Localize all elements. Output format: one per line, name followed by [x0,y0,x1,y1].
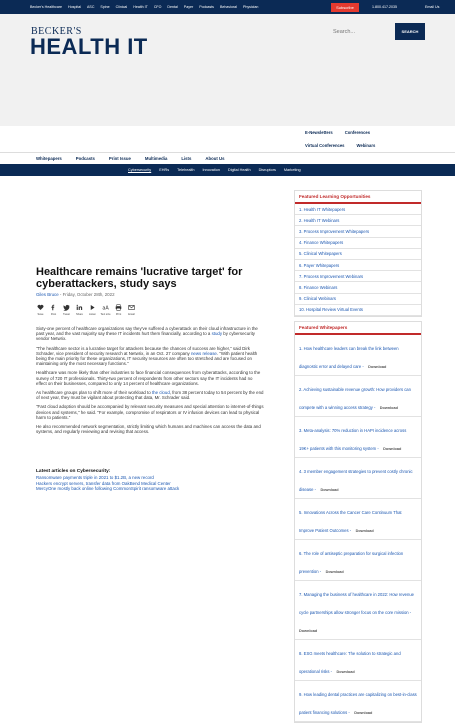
category-nav-item[interactable]: Disruptors [258,167,276,172]
share-label: Share [76,313,83,316]
latest-article-link[interactable]: Hackers encrypt servers, transfer data from OakBend Medical Center [36,480,171,486]
top-nav-links [0,5,264,9]
category-nav-item[interactable]: Innovation [202,167,220,172]
facebook-icon [50,304,57,312]
learning-item[interactable]: 3. Process Improvement Whitepapers [295,226,421,237]
whitepaper-list [295,335,421,722]
study-link[interactable]: study [211,331,223,337]
top-nav-link[interactable]: Becker's Healthcare [30,5,63,9]
top-nav-link[interactable]: Dental [167,5,178,9]
category-navigation [0,164,455,176]
author-link[interactable]: Giles Bruce [36,292,59,297]
learning-item[interactable]: 4. Finance Whitepapers [295,238,421,249]
category-nav-item[interactable]: Cybersecurity [128,167,152,172]
top-nav-link[interactable]: Health IT [133,5,148,9]
learning-item[interactable]: 7. Process Improvement Webinars [295,271,421,282]
virtual-conferences-link[interactable]: Virtual Conferences [305,143,345,148]
linkedin-icon [76,304,83,312]
share-save-button[interactable] [36,303,45,316]
share-label: Print [115,313,122,316]
whitepaper-title[interactable]: 3. Meta-analysis: 70% reduction in HAPI incidence across 19K+ patients with this monitoring system - [299,428,407,451]
share-listen-button[interactable] [88,303,97,316]
download-link[interactable]: Download [379,406,398,410]
whitepaper-item[interactable] [295,376,421,417]
top-nav-link[interactable]: Spine [100,5,110,9]
main-nav-item[interactable]: Multimedia [144,156,168,161]
whitepaper-title[interactable]: 5. Innovations Across the Cancer Care Continuum That Improve Patient Outcomes - [299,510,402,533]
twitter-icon [63,304,70,312]
share-tweet-button[interactable] [62,303,71,316]
category-nav-item[interactable]: Marketing [283,167,301,172]
learning-item[interactable]: 1. Health IT Whitepapers [295,204,421,215]
category-nav-items [128,168,309,172]
logo-beckers[interactable]: BECKER'S [31,26,82,37]
main-nav-item[interactable]: Whitepapers [36,156,62,161]
search-input[interactable] [333,24,395,39]
top-nav-link[interactable]: Clinical [115,5,128,9]
share-label: Tweet [63,313,70,316]
webinars-link[interactable]: Webinars [356,143,376,148]
whitepaper-title[interactable]: 7. Managing the business of healthcare in 2022: How revenue cycle partnerships allow stronger focus on the core mission - [299,592,414,615]
main-nav-item[interactable]: Lists [181,156,192,161]
latest-article-link[interactable]: MercyOne mostly back online following CommonSpirit ransomware attack [36,486,180,492]
top-nav-link[interactable]: Behavioral [219,5,237,9]
whitepaper-item[interactable] [295,458,421,499]
download-link[interactable]: Download [336,670,355,674]
download-link[interactable]: Download [320,488,339,492]
whitepaper-item[interactable] [295,681,421,722]
download-link[interactable]: Download [325,570,344,574]
download-link[interactable]: Download [299,629,318,633]
share-label: Save [37,313,44,316]
share-share-button[interactable] [75,303,84,316]
paragraph: As healthcare groups plan to shift more of their workload to the cloud, from 38 percent today to 54 percent by the end of next year, they must be vigilant about protecting that data, Mr. Schrader said. [36,390,264,401]
main-nav-item[interactable]: About Us [205,156,225,161]
phone-number[interactable]: 1.800.417.2035 [372,5,397,9]
header-links-row2 [305,143,387,148]
logo-health-it[interactable]: HEALTH IT [30,34,148,59]
featured-whitepapers-title: Featured Whitepapers [295,322,421,335]
paragraph: Sixty-one percent of healthcare organizations say they've suffered a cyberattack on their cloud infrastructure in the past year, and the vast majority say these IT incidents hurt them financially, according to a study by cybersecurity vendor Netwrix. [36,326,258,342]
top-nav-link[interactable]: Payer [183,5,194,9]
top-nav-link[interactable]: ASC [87,5,95,9]
share-email-button[interactable] [127,303,136,316]
whitepaper-title[interactable]: 6. The role of antiseptic preparation for surgical infection prevention - [299,551,404,574]
paragraph: "The healthcare sector is a lucrative target for attackers because the chances of success are higher," said Dirk Schrader, vice president of security research at Netwrix, in an Oct. 27 company news release. "With patient health being the main priority for these organizations, IT security resources are often too stretched and are focused on maintaining only the most necessary functions." [36,345,258,367]
paragraph: Healthcare was more likely than other industries to face financial consequences from cyberattacks, according to the survey of 720 IT professionals. Thirty-two percent of respondents from other sectors say the IT incidents had no effect on their businesses, compared to only 14 percent of healthcare organizations. [36,370,261,386]
print-icon [115,304,122,312]
conferences-link[interactable]: Conferences [344,130,371,135]
publish-date: - Friday, October 28th, 2022 [58,292,115,297]
main-navigation [0,152,455,164]
download-link[interactable]: Download [354,711,373,715]
heart-icon [37,304,44,312]
cloud-link[interactable]: the cloud [151,390,170,396]
share-label: Post [50,313,57,316]
whitepaper-item[interactable] [295,417,421,458]
learning-item[interactable]: 8. Finance Webinars [295,282,421,293]
latest-articles [36,469,264,492]
whitepaper-item[interactable] [295,640,421,681]
whitepaper-title[interactable]: 9. How leading dental practices are capitalizing on best-in-class patient financing solutions - [299,692,417,715]
top-nav-link[interactable]: Physician [242,5,259,9]
download-link[interactable]: Download [383,447,402,451]
download-link[interactable]: Download [355,529,374,533]
share-label: Text size [100,313,111,316]
top-navigation [0,0,455,14]
main-nav-item[interactable]: Podcasts [75,156,95,161]
email-us-link[interactable]: Email Us [425,5,440,9]
article-body [36,326,264,438]
search-button[interactable]: SEARCH [395,23,425,40]
share-post-button[interactable] [49,303,58,316]
main-nav-items [36,156,238,161]
subscribe-button[interactable]: Subscribe [331,3,359,12]
article-header [36,266,266,316]
text-icon [102,304,109,312]
whitepaper-item[interactable] [295,499,421,540]
header-links-row1 [305,130,382,135]
learning-item[interactable]: 9. Clinical Webinars [295,294,421,305]
site-header [0,14,455,126]
top-nav-link[interactable]: CFO [153,5,162,9]
whitepaper-title[interactable]: 4. 3 member engagement strategies to prevent costly chronic disease - [299,469,413,492]
share-print-button[interactable] [114,303,123,316]
whitepaper-item[interactable] [295,581,421,640]
whitepaper-title[interactable]: 2. Achieving sustainable revenue growth: How providers can compete with a winning access strategy - [299,387,411,410]
whitepaper-title[interactable]: 1. How healthcare leaders can break the link between diagnostic error and delayed care - [299,346,399,369]
featured-learning-opportunities [294,190,422,317]
byline [36,292,266,297]
share-text-size-button[interactable] [101,303,110,316]
learning-item[interactable]: 6. Payer Whitepapers [295,260,421,271]
share-toolbar [36,303,266,316]
learning-item[interactable]: 5. Clinical Whitepapers [295,249,421,260]
svg-text:aA: aA [102,305,109,312]
learning-list [295,204,421,316]
email-icon [128,304,135,312]
article-title: Healthcare remains 'lucrative target' for cyberattackers, study says [36,266,243,290]
share-label: Listen [89,313,96,316]
whitepaper-item[interactable] [295,335,421,376]
main-nav-item[interactable]: Print Issue [108,156,131,161]
featured-whitepapers [294,321,422,723]
category-nav-item[interactable]: Telehealth [177,167,195,172]
top-nav-link[interactable]: Podcasts [199,5,214,9]
download-link[interactable]: Download [368,365,387,369]
whitepaper-title[interactable]: 8. ESG meets healthcare: The solution to strategic and operational risks - [299,651,401,674]
learning-item[interactable]: 10. Hospital Review Virtual Events [295,305,421,316]
whitepaper-item[interactable] [295,540,421,581]
top-nav-link[interactable]: Hospital [68,5,82,9]
play-icon [89,304,96,312]
learning-item[interactable]: 2. Health IT Webinars [295,215,421,226]
category-nav-item[interactable]: EHRs [159,167,170,172]
category-nav-item[interactable]: Digital Health [227,167,251,172]
paragraph: "Fast cloud adoption should be accompanied by relevant security measures and special attention to internet-of-things devices and systems," he said. "For example, compromise of respirators or IV infusion devices can lead to physical harm to patients." [36,404,264,420]
latest-article-link[interactable]: Ransomware payments triple in 2021 to $1.2B, a new record [36,475,154,480]
paragraph: He also recommended network segmentation, strictly limiting which humans and machines can access the data and systems, and regularly reviewing and revising that access. [36,424,261,435]
share-label: Email [128,313,135,316]
latest-articles-title: Latest articles on Cybersecurity: [36,469,111,474]
e-newsletters-link[interactable]: E-Newsletters [305,130,333,135]
news-release-link[interactable]: news release [190,350,217,356]
featured-learning-title: Featured Learning Opportunities [295,191,421,204]
